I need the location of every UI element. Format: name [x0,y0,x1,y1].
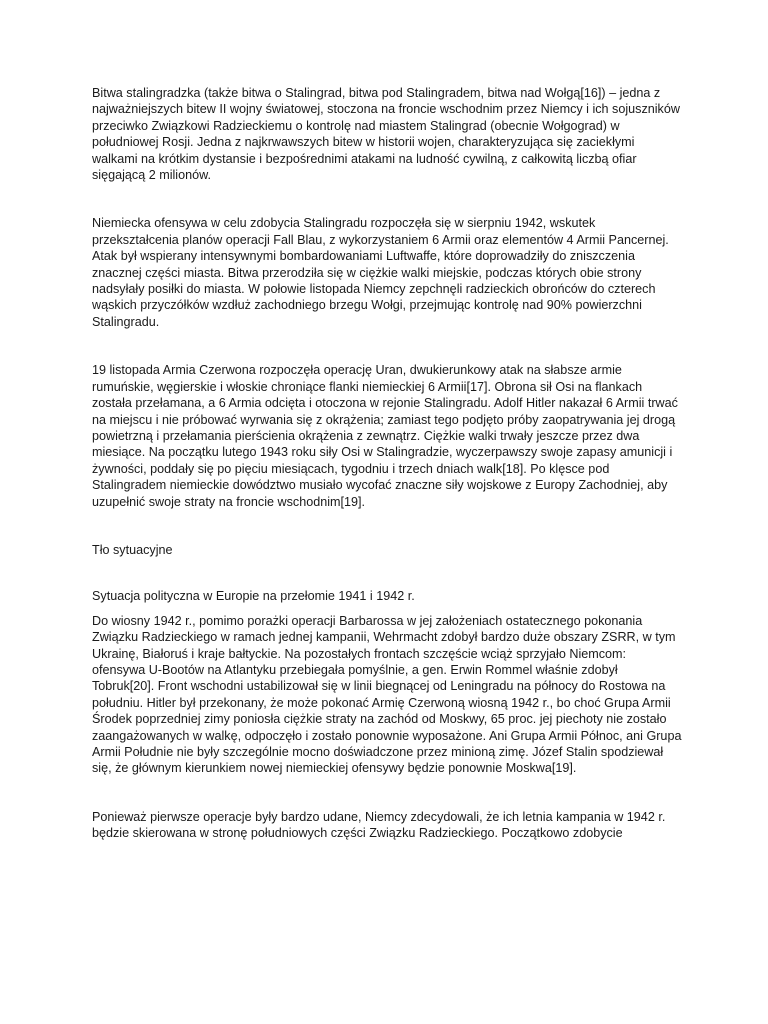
paragraph-spacer [92,330,682,362]
subsection-heading-political-situation: Sytuacja polityczna w Europie na przełomie 1941 i 1942 r. [92,589,415,604]
paragraph-intro: Bitwa stalingradzka (także bitwa o Stalingrad, bitwa pod Stalingradem, bitwa nad Wołgą[16]) – jedna z najważniejszych bitew II wojny światowej, stoczona na froncie wschodnim przez Niemcy i ich sojuszników przeciwko Związkowi Radzieckiemu o kontrolę nad miastem Stalingrad (obecnie Wołgograd) w południowej Rosji. Jedna z najkrwawszych bitew w historii wojen, charakteryzująca się zaciekłymi walkami na krótkim dystansie i bezpośrednimi atakami na ludność cywilną, z całkowitą liczbą ofiar sięgającą 2 milionów. [92,86,680,183]
paragraph-spacer [92,558,682,588]
paragraph-spacer [92,183,682,215]
paragraph-spacer [92,510,682,542]
paragraph-spacer [92,777,682,809]
document-body [92,85,682,842]
paragraph-political-situation: Do wiosny 1942 r., pomimo porażki operacji Barbarossa w jej założeniach ostatecznego pokonania Związku Radzieckiego w ramach jednej kampanii, Wehrmacht zdobył bardzo duże obszary ZSRR, w tym Ukrainę, Białoruś i kraje bałtyckie. Na pozostałych frontach szczęście wciąż sprzyjało Niemcom: ofensywa U-Bootów na Atlantyku przebiegała pomyślnie, a gen. Erwin Rommel właśnie zdobył Tobruk[20]. Front wschodni ustabilizował się w linii biegnącej od Leningradu na północy do Rostowa na południu. Hitler był przekonany, że może pokonać Armię Czerwoną wiosną 1942 r., bo choć Grupa Armii Środek poprzedniej zimy poniosła ciężkie straty na zachód od Moskwy, 65 proc. jej piechoty nie zostało zaangażowanych w walkę, odpoczęło i zostało ponownie wyposażone. Ani Grupa Armii Północ, ani Grupa Armii Południe nie były szczególnie mocno doświadczone przez minioną zimę. Józef Stalin spodziewał się, że głównym kierunkiem nowej niemieckiej ofensywy będzie ponownie Moskwa[19]. [92,613,682,776]
section-heading-background: Tło sytuacyjne [92,542,173,557]
paragraph-offensive: Niemiecka ofensywa w celu zdobycia Stalingradu rozpoczęła się w sierpniu 1942, wskutek przekształcenia planów operacji Fall Blau, z wykorzystaniem 6 Armii oraz elementów 4 Armii Pancernej. Atak był wspierany intensywnymi bombardowaniami Luftwaffe, które doprowadziły do zniszczenia znacznej części miasta. Bitwa przerodziła się w ciężkie walki miejskie, podczas których obie strony nadsyłały posiłki do miasta. W połowie listopada Niemcy zepchnęli radzieckich obrońców do czterech wąskich przyczółków wzdłuż zachodniego brzegu Wołgi, przejmując kontrolę nad 90% powierzchni Stalingradu. [92,216,669,329]
paragraph-spacer [92,605,682,613]
paragraph-summer-campaign: Ponieważ pierwsze operacje były bardzo udane, Niemcy zdecydowali, że ich letnia kampania w 1942 r. będzie skierowana w stronę południowych części Związku Radzieckiego. Początkowo zdobycie [92,809,666,841]
paragraph-operation-uranus: 19 listopada Armia Czerwona rozpoczęła operację Uran, dwukierunkowy atak na słabsze armie rumuńskie, węgierskie i włoskie chroniące flanki niemieckiej 6 Armii[17]. Obrona sił Osi na flankach została przełamana, a 6 Armia odcięta i otoczona w rejonie Stalingradu. Adolf Hitler nakazał 6 Armii trwać na miejscu i nie próbować wyrwania się z okrążenia; zamiast tego podjęto próby zaopatrywania jej drogą powietrzną i przełamania pierścienia okrążenia z zewnątrz. Ciężkie walki trwały jeszcze przez dwa miesiące. Na początku lutego 1943 roku siły Osi w Stalingradzie, wyczerpawszy swoje zapasy amunicji i żywności, poddały się po pięciu miesiącach, tygodniu i trzech dniach walk[18]. Po klęsce pod Stalingradem niemieckie dowództwo musiało wycofać znaczne siły wojskowe z Europy Zachodniej, aby uzupełnić swoje straty na froncie wschodnim[19]. [92,363,678,509]
